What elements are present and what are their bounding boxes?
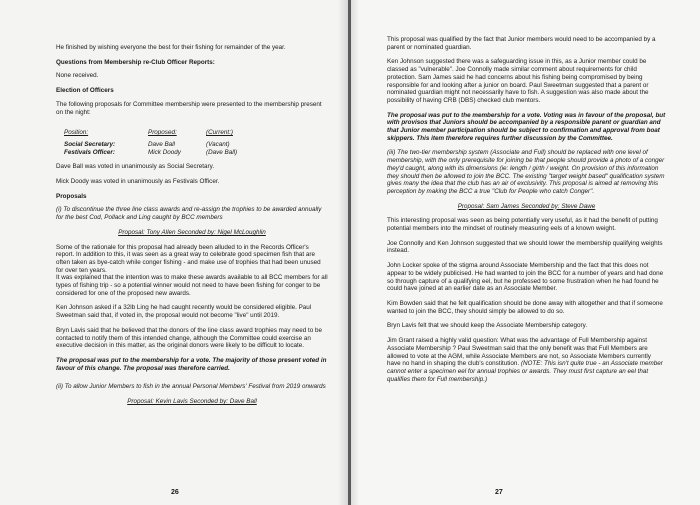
proposal-3: (iii) The two-tier membership system (Associate and Full) should be replaced with one level of membership, with the only prerequisite for joining be that people should provide a photo of a conger they'd caught, along with its dimensions (ie: length / girth / weight. On provision of this information they should then be allowed to join the BCC. The existing "target weight based" qualification system gives many the idea that the club has an air of exclusivity. This proposal is aimed at removing this perception by making the BCC a true "Club for People who catch Conger". bbox=[387, 149, 665, 195]
row-proposed: Mick Doody bbox=[148, 148, 181, 156]
page-number: 27 bbox=[495, 489, 503, 496]
jim-text: Jim Grant raised a highly valid question: What was the advantage of Full Membership against Associate Membership ? Paul Sweetman said that the only benefit was that Full Members are allowed to vote at the AGM, while Associate Members are not, so Associate Members currently have no hand in shaping the club's constitution. bbox=[387, 337, 651, 368]
bryn-paragraph: Bryn Lavis felt that we should keep the Associate Membership category. bbox=[387, 322, 588, 330]
row-position: Social Secretary: bbox=[64, 140, 116, 148]
proposal-3-proposers: Proposal: Sam James Seconded by: Steve Dawe bbox=[457, 202, 596, 210]
election-heading: Election of Officers bbox=[56, 87, 114, 95]
row-proposed: Dave Ball bbox=[148, 140, 175, 148]
mick-voted: Mick Doody was voted in unanimously as Festivals Officer. bbox=[56, 178, 220, 186]
page-number: 26 bbox=[171, 489, 179, 496]
proposal-2: (ii) To allow Junior Members to fish in the annual Personal Members' Festival from 2019 onwards bbox=[56, 383, 326, 391]
right-page bbox=[351, 0, 700, 505]
row-current: (Dave Ball) bbox=[206, 148, 238, 156]
officer-table bbox=[64, 129, 237, 156]
officer-table-header bbox=[64, 129, 237, 137]
header-proposed: Proposed: bbox=[148, 129, 177, 137]
closing-paragraph: He finished by wishing everyone the best for their fishing for remainder of the year. bbox=[56, 44, 286, 51]
left-page bbox=[0, 0, 348, 505]
proposal-2-proposers: Proposal: Kevin Lavis Seconded by: Dave Ball bbox=[127, 398, 257, 406]
questions-heading: Questions from Membership re-Club Officer Reports: bbox=[56, 58, 215, 66]
joe-paragraph: Joe Connolly and Ken Johnson suggested that we should lower the membership qualifying weights instead. bbox=[387, 239, 663, 255]
rationale-paragraph: Some of the rationale for this proposal had already been alluded to in the Records Officer's report. In addition to this, it was seen as a great way to celebrate good specimen fish that are often taken as bye-catch while conger fishing - and make use of trophies that had been unused for over ten years. bbox=[56, 243, 321, 274]
qualified-paragraph: This proposal was qualified by the fact that Junior members would need to be accompanied by a parent or nominated guardian. bbox=[387, 36, 656, 51]
header-current: (Current:) bbox=[206, 129, 233, 137]
vote-result: The proposal was put to the membership for a vote. The majority of those present voted in favour of this change. The proposal was therefore carried. bbox=[56, 356, 327, 372]
interesting-paragraph: This interesting proposal was seen as being potentially very useful, as it had the benefit of putting potential members into the mindset of routinely measuring eels of a known weight. bbox=[387, 217, 658, 233]
kim-paragraph: Kim Bowden said that he felt qualification should be done away with altogether and that if someone wanted to join the BCC, they should simply be allowed to do so. bbox=[387, 299, 663, 315]
row-position: Festivals Officer: bbox=[64, 148, 115, 156]
proposals-intro: The following proposals for Committee membership were presented to the membership present on the night: bbox=[56, 100, 322, 116]
header-position: Position: bbox=[64, 129, 89, 137]
ken-paragraph: Ken Johnson asked if a 32lb Ling he had caught recently would be considered eligible. Paul Sweetman said that, if voted in, the proposal would not become "live" until 2019. bbox=[56, 304, 312, 320]
bryn-paragraph: Bryn Lavis said that he believed that the donors of the line class award trophies may need to be contacted to notify them of this intended change, although the Committee could exercise an executive decision in this matter, as the original donors were likely to be difficult to locate. bbox=[56, 326, 323, 350]
proposals-heading: Proposals bbox=[56, 192, 87, 200]
none-received: None received. bbox=[56, 72, 99, 80]
explained-paragraph: It was explained that the intention was to make these awards available to all BCC members for all types of fishing trip - so a potential winner would not need to have been fishing for conger to be considered for one of the proposed new awards. bbox=[56, 274, 328, 297]
vote-result: The proposal was put to the membership for a vote. Voting was in favour of the proposal, but with provisos that Juniors should be accompanied by a responsible parent or guardian and that Junior member participation should be subject to confirmation and approval from boat skippers. This item therefore requires further discussion by the Committee. bbox=[387, 111, 666, 142]
table-row bbox=[64, 149, 237, 157]
jim-paragraph bbox=[387, 337, 666, 383]
proposal-1: (i) To discontinue the three line class awards and re-assign the trophies to be awarded annually for the best Cod, Pollack and Ling caught by BCC members bbox=[56, 206, 322, 222]
proposal-1-proposers: Proposal: Tony Allen Seconded by: Nigel McLoughlin bbox=[118, 228, 266, 236]
dave-voted: Dave Ball was voted in unanimously as Social Secretary. bbox=[56, 163, 215, 171]
table-row bbox=[64, 141, 237, 149]
safeguarding-paragraph: Ken Johnson suggested there was a safeguarding issue in this, as a Junior member could be classed as "vulnerable". Joe Connolly made similar comment about requirements for child protection. Sam James said he had concerns about his fishing being compromised by being responsible for and looking after a junior on board. Paul Sweetman suggested that a parent or nominated guardian might not necessarily have to fish. A suggestion was also made about the possibility of having CRB (DBS) checked club mentors. bbox=[387, 58, 649, 104]
john-paragraph: John Locker spoke of the stigma around Associate Membership and the fact that this does not appear to be widely publicised. He had wanted to join the BCC for a number of years and had done so through capture of a qualifying eel, but he professed to some frustration when he had found he could have joined at an earlier date as an Associate Member. bbox=[387, 262, 664, 293]
row-current: (Vacant) bbox=[206, 140, 230, 148]
jim-note: (NOTE: This isn't quite true - an Associate member cannot enter a specimen eel for annual trophies or awards. They must first capture an eel that qualifies them for Full membership.) bbox=[387, 360, 663, 383]
